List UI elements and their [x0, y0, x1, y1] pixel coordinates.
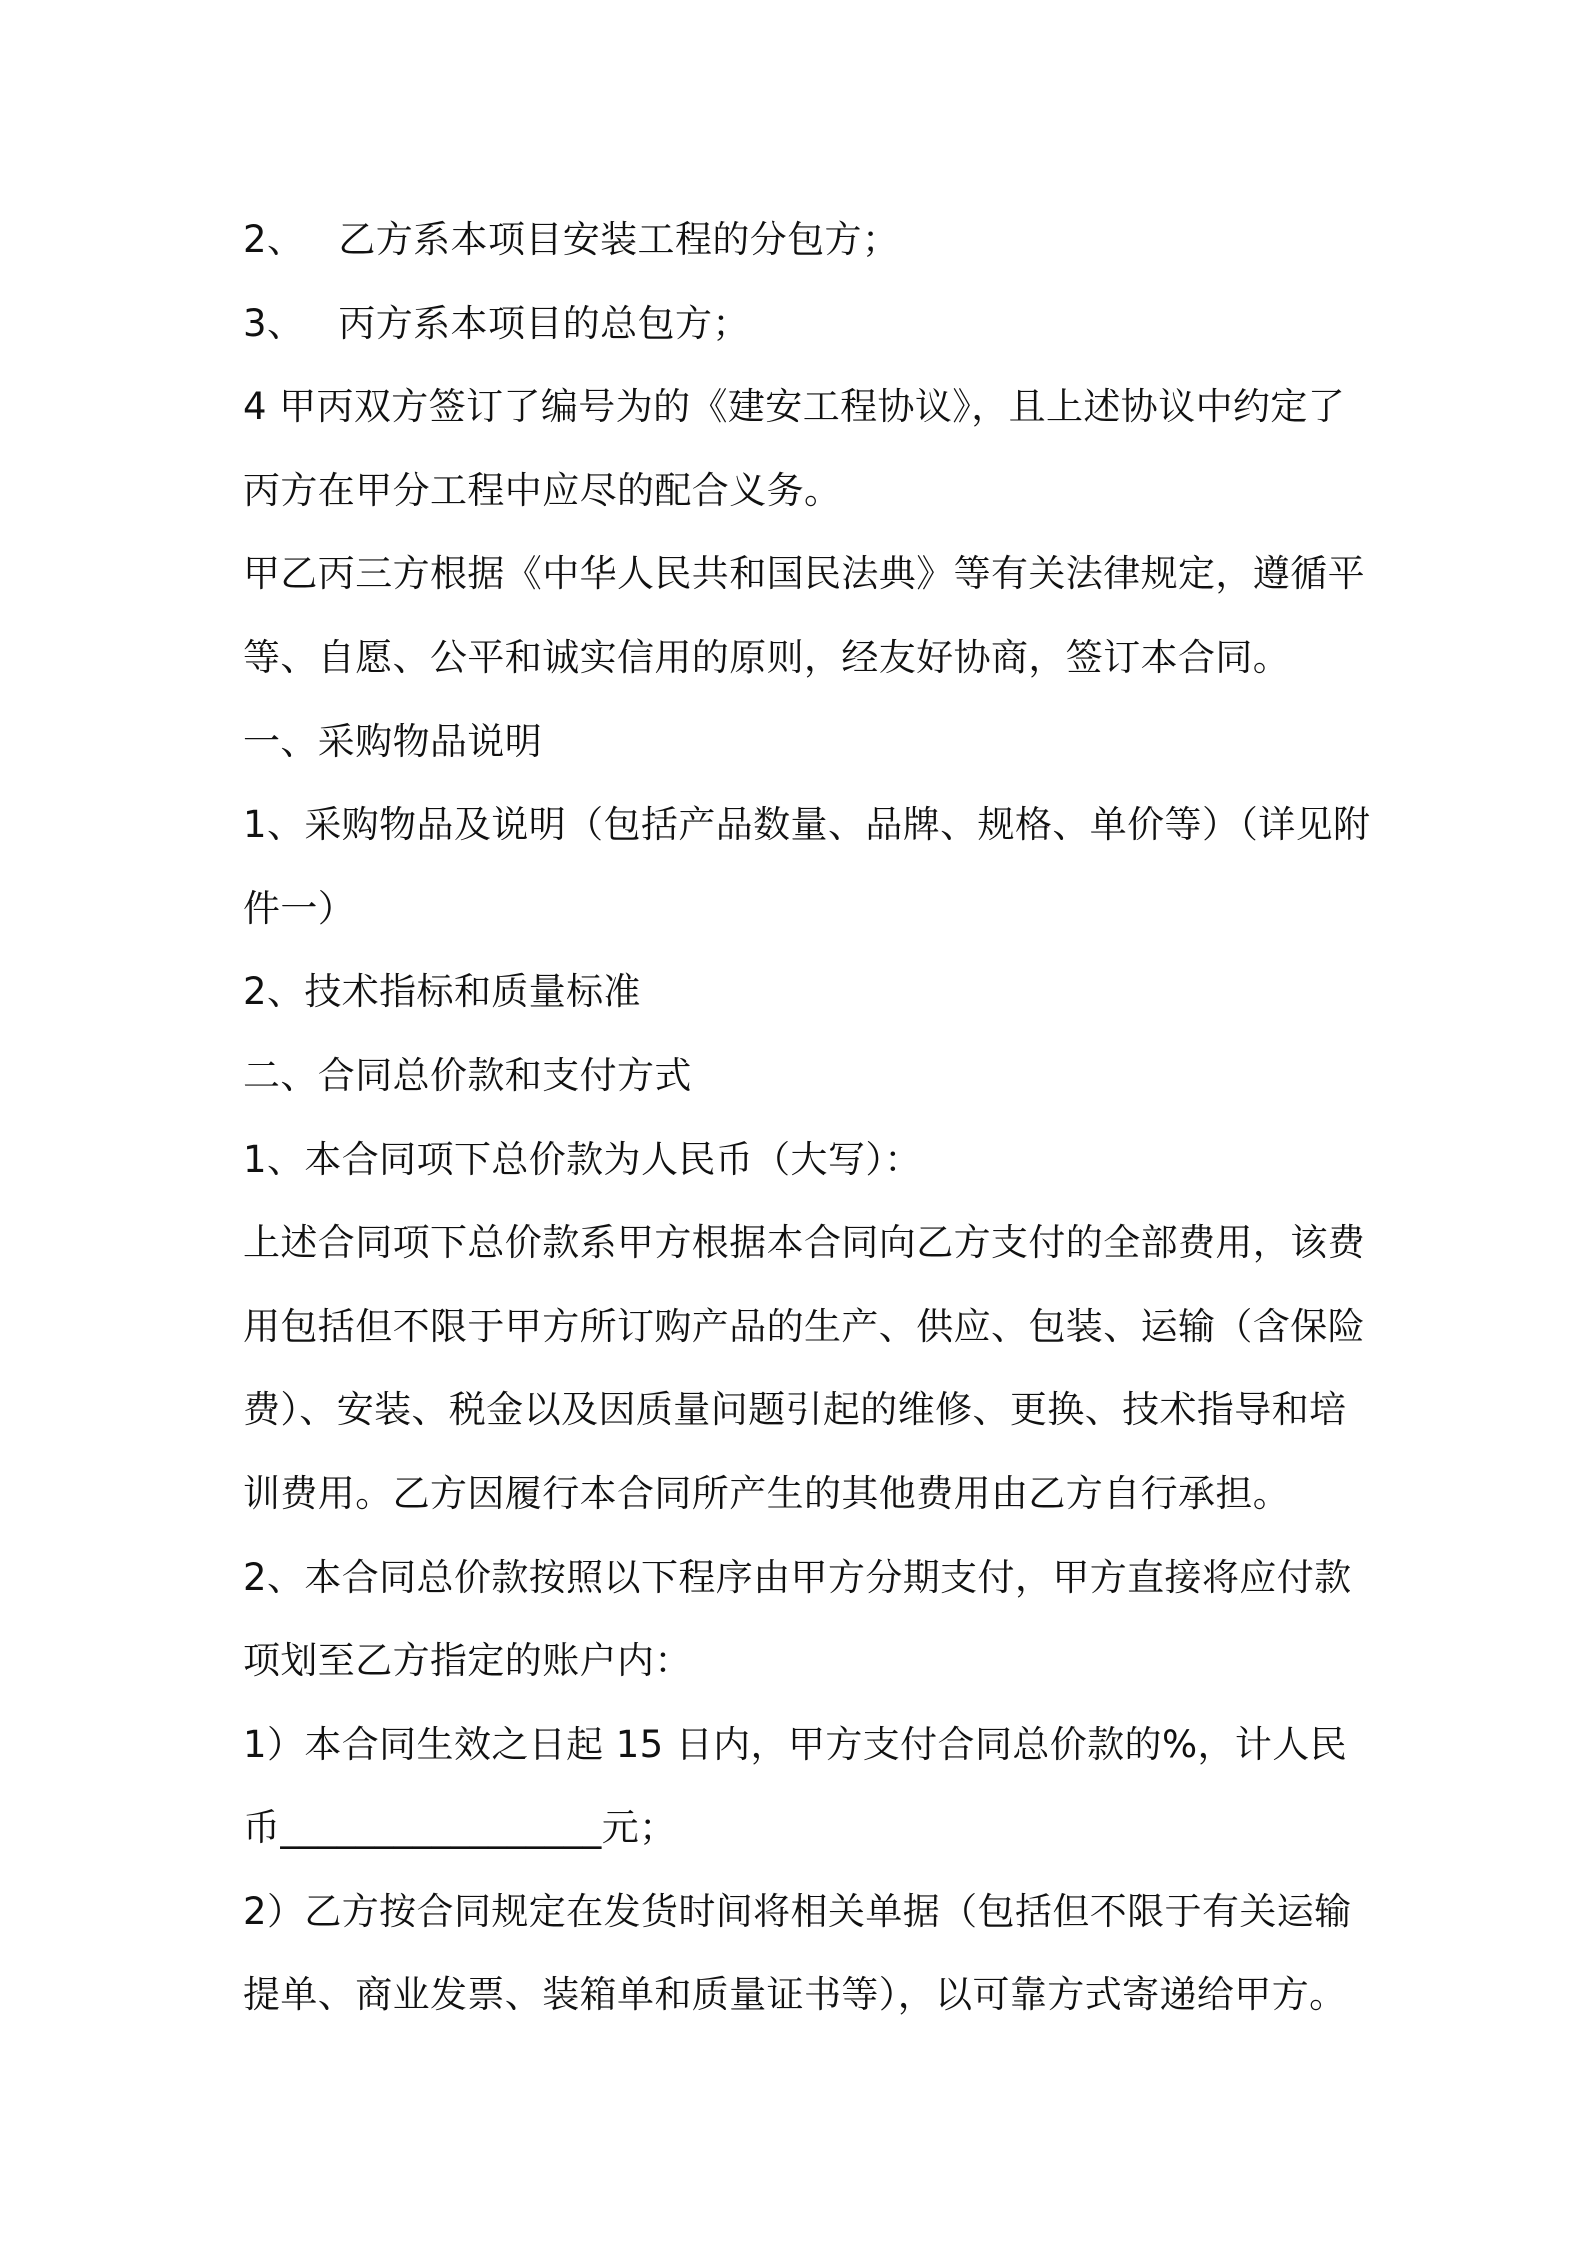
text-line: 上述合同项下总价款系甲方根据本合同向乙方支付的全部费用，该费 [243, 1221, 1365, 1265]
text-line: 等、自愿、公平和诚实信用的原则，经友好协商，签订本合同。 [243, 635, 1291, 679]
document-body [243, 198, 1371, 2037]
text-line: 件一） [243, 886, 356, 930]
text-line: 1、本合同项下总价款为人民币（大写）： [243, 1137, 922, 1181]
text-line: 项划至乙方指定的账户内： [243, 1639, 692, 1683]
section-heading: 二、合同总价款和支付方式 [243, 1053, 692, 1097]
text-line: 甲乙丙三方根据《中华人民共和国民法典》等有关法律规定，遵循平 [243, 552, 1365, 596]
clause-number: 2、 [243, 218, 305, 261]
clause-line [243, 282, 1363, 366]
text-line: 币_________________元； [243, 1806, 677, 1850]
text-line: 2、技术指标和质量标准 [243, 970, 641, 1014]
clause-text: 乙方系本项目安装工程的分包方； [338, 218, 900, 261]
clause-text: 丙方系本项目的总包方； [338, 301, 750, 345]
text-line: 2）乙方按合同规定在发货时间将相关单据（包括但不限于有关运输 [243, 1889, 1352, 1933]
section-heading: 一、采购物品说明 [243, 719, 543, 763]
text-line: 4 甲丙双方签订了编号为的《建安工程协议》，且上述协议中约定了 [243, 385, 1346, 429]
text-line: 训费用。乙方因履行本合同所产生的其他费用由乙方自行承担。 [243, 1471, 1291, 1515]
text-line: 用包括但不限于甲方所订购产品的生产、供应、包装、运输（含保险 [243, 1304, 1365, 1348]
text-line: 丙方在甲分工程中应尽的配合义务。 [243, 468, 842, 512]
text-line: 1）本合同生效之日起 15 日内，甲方支付合同总价款的%，计人民 [243, 1722, 1348, 1766]
clause-number: 3、 [243, 301, 305, 345]
text-line: 提单、商业发票、装箱单和质量证书等），以可靠方式寄递给甲方。 [243, 1973, 1347, 2017]
clause-line [243, 198, 1363, 282]
text-line: 费）、安装、税金以及因质量问题引起的维修、更换、技术指导和培 [243, 1388, 1347, 1432]
text-line: 1、采购物品及说明（包括产品数量、品牌、规格、单价等）（详见附 [243, 803, 1371, 847]
text-line: 2、本合同总价款按照以下程序由甲方分期支付，甲方直接将应付款 [243, 1555, 1352, 1599]
